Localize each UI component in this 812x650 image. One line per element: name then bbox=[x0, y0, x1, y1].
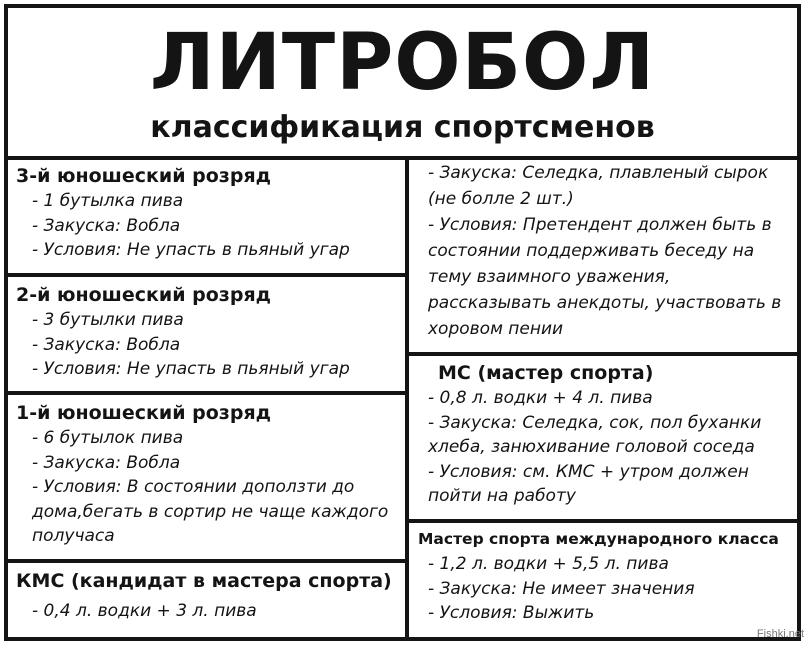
requirement-item: - 3 бутылки пива bbox=[32, 310, 184, 330]
divider-left-3 bbox=[8, 559, 405, 563]
divider-left-2 bbox=[8, 391, 405, 395]
requirement-item: - Условия: Выжить bbox=[428, 603, 595, 623]
requirement-item: - 1 бутылка пива bbox=[32, 191, 184, 211]
watermark: Fishki.net bbox=[756, 628, 804, 640]
poster-title: ЛИТРОБОЛ bbox=[149, 18, 656, 108]
rank-requirements bbox=[16, 308, 402, 382]
requirement-item: - Условия: см. КМС + утром должен пойти на работу bbox=[428, 461, 749, 506]
divider-right-2 bbox=[409, 519, 797, 523]
rank-heading: 3-й юношеский розряд bbox=[16, 165, 271, 187]
requirement-item: - 0,4 л. водки + 3 л. пива bbox=[32, 601, 257, 621]
requirement-item: - Условия: Не упасть в пьяный угар bbox=[32, 359, 350, 379]
rank-requirements bbox=[16, 189, 402, 263]
divider-column bbox=[405, 156, 409, 637]
requirement-item: - Закуска: Селедка, плавленый сырок (не болле 2 шт.) bbox=[428, 163, 769, 209]
rank-requirements bbox=[16, 598, 402, 624]
requirement-item: - Закуска: Селедка, сок, пол буханки хлеба, занюхивание головой соседа bbox=[428, 412, 762, 457]
requirement-item: - 6 бутылок пива bbox=[32, 428, 184, 448]
rank-2-junior bbox=[16, 282, 402, 382]
requirement-item: - 1,2 л. водки + 5,5 л. пива bbox=[428, 554, 669, 574]
poster-subtitle: классификация спортсменов bbox=[150, 110, 655, 145]
rank-kms-continued bbox=[414, 160, 794, 342]
requirement-item: - Условия: Не упасть в пьяный угар bbox=[32, 240, 350, 260]
rank-ms-international bbox=[418, 526, 794, 626]
rank-ms bbox=[418, 360, 794, 509]
rank-heading: 2-й юношеский розряд bbox=[16, 284, 271, 306]
requirement-item: - Закуска: Вобла bbox=[32, 452, 181, 473]
rank-heading: МС (мастер спорта) bbox=[438, 362, 654, 384]
rank-requirements bbox=[418, 386, 794, 509]
requirement-item: - Закуска: Не имеет значения bbox=[428, 578, 695, 599]
requirement-item: - Закуска: Вобла bbox=[32, 215, 181, 236]
rank-heading: КМС (кандидат в мастера спорта) bbox=[16, 570, 392, 592]
rank-3-junior bbox=[16, 163, 402, 263]
rank-heading: 1-й юношеский розряд bbox=[16, 402, 271, 424]
rank-requirements bbox=[418, 552, 794, 626]
rank-heading: Мастер спорта международного класса bbox=[418, 530, 779, 548]
requirement-item: - Условия: Претендент должен быть в состоянии поддерживать беседу на тему взаимного уважения, рассказывать анекдоты, участвовать в хоровом пении bbox=[428, 215, 782, 339]
rank-requirements bbox=[16, 426, 402, 549]
rank-requirements bbox=[414, 160, 794, 342]
divider-left-1 bbox=[8, 273, 405, 277]
rank-kms bbox=[16, 568, 402, 624]
requirement-item: - Условия: В состоянии доползти до дома,бегать в сортир не чаще каждого получаса bbox=[32, 477, 389, 546]
requirement-item: - 0,8 л. водки + 4 л. пива bbox=[428, 388, 653, 408]
poster-frame bbox=[4, 4, 801, 641]
divider-right-1 bbox=[409, 352, 797, 356]
requirement-item: - Закуска: Вобла bbox=[32, 334, 181, 355]
rank-1-junior bbox=[16, 400, 402, 549]
